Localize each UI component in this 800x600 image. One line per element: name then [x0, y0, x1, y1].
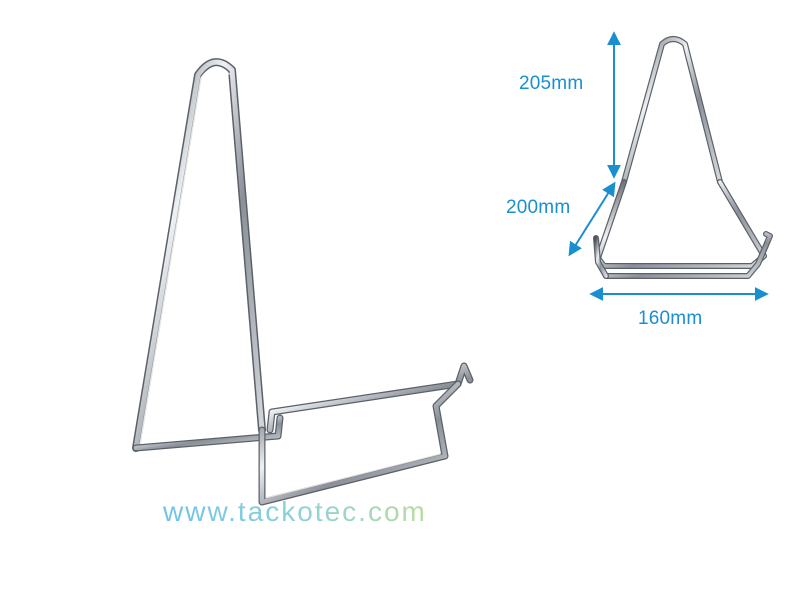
depth-dimension-arrow: [570, 184, 614, 254]
small-stand-back-loop: [624, 39, 720, 182]
small-wire-stand: [596, 39, 770, 276]
website-watermark: www.tackotec.com: [163, 496, 427, 527]
large-wire-stand: [136, 62, 470, 502]
width-dimension-label: 160mm: [638, 308, 703, 329]
stand-back-loop: [136, 62, 262, 448]
height-dimension-label: 205mm: [519, 73, 584, 94]
depth-dimension-label: 200mm: [506, 197, 571, 218]
small-stand-base: [606, 234, 770, 276]
